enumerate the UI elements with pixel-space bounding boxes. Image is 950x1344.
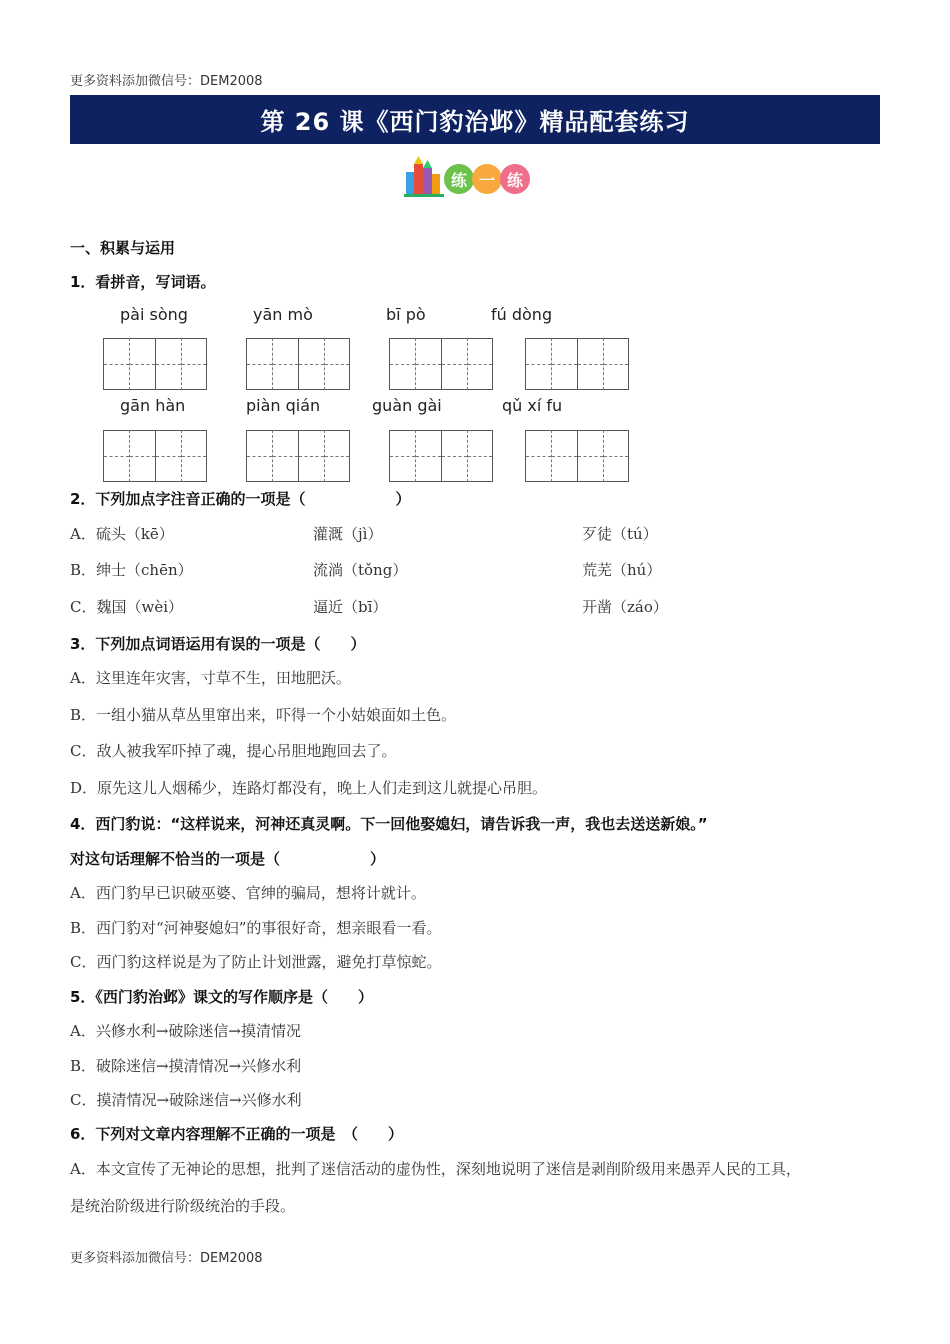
q2-option-a2: 灌溉（jì） [313,525,383,543]
q6-option-a-line1: A．本文宣传了无神论的思想，批判了迷信活动的虚伪性，深刻地说明了迷信是剥削阶级用来愚弄人民的工具， [70,1160,801,1178]
q2-option-c3: 开凿（záo） [582,598,668,616]
q6-option-a-line2: 是统治阶级进行阶级统治的手段。 [70,1197,296,1215]
q4-option-a: A．西门豹早已识破巫婆、官绅的骗局，想将计就计。 [70,884,426,902]
pinyin-1: pài sòng [120,305,188,324]
question-4: 4．西门豹说：“这样说来，河神还真灵啊。下一回他娶媳妇，请告诉我一声，我也去送送新娘。” [70,815,708,833]
writing-grid-5[interactable] [103,430,207,482]
page-title: 第 26 课《西门豹治邺》精品配套练习 [70,95,880,144]
q2-option-b1: B．绅士（chēn） [70,561,193,579]
question-3: 3．下列加点词语运用有误的一项是（ ） [70,635,366,653]
q2-option-b3: 荒芜（hú） [582,561,662,579]
question-1: 1．看拼音，写词语。 [70,273,216,291]
pinyin-3: bī pò [386,305,426,324]
badge-char-1: 练 [444,164,474,194]
q5-option-a: A．兴修水利→破除迷信→摸清情况 [70,1022,301,1040]
practice-badge [404,152,534,198]
pinyin-7: guàn gài [372,396,442,415]
writing-grid-1[interactable] [103,338,207,390]
q3-option-d: D．原先这儿人烟稀少，连路灯都没有，晚上人们走到这儿就提心吊胆。 [70,779,548,797]
pinyin-5: gān hàn [120,396,186,415]
question-4-sub: 对这句话理解不恰当的一项是（ ） [70,850,386,868]
question-6: 6．下列对文章内容理解不正确的一项是 （ ） [70,1125,403,1143]
pinyin-8: qǔ xí fu [502,396,563,415]
badge-char-2: 一 [472,164,502,194]
q5-option-b: B．破除迷信→摸清情况→兴修水利 [70,1057,302,1075]
footer-note: 更多资料添加微信号：DEM2008 [70,1251,263,1266]
writing-grid-6[interactable] [246,430,350,482]
pinyin-2: yān mò [253,305,313,324]
q2-option-b2: 流淌（tǒng） [313,561,408,579]
section-heading: 一、积累与运用 [70,239,176,257]
q4-option-b: B．西门豹对“河神娶媳妇”的事很好奇，想亲眼看一看。 [70,919,442,937]
header-note: 更多资料添加微信号：DEM2008 [70,74,263,89]
writing-grid-3[interactable] [389,338,493,390]
pinyin-4: fú dòng [491,305,553,324]
pinyin-6: piàn qián [246,396,321,415]
q2-option-a3: 歹徒（tú） [582,525,658,543]
question-2: 2．下列加点字注音正确的一项是（ ） [70,490,411,508]
q3-option-c: C．敌人被我军吓掉了魂，提心吊胆地跑回去了。 [70,742,397,760]
q2-option-c2: 逼近（bī） [313,598,388,616]
writing-grid-8[interactable] [525,430,629,482]
q2-option-a1: A．硫头（kē） [70,525,174,543]
writing-grid-4[interactable] [525,338,629,390]
badge-char-3: 练 [500,164,530,194]
q3-option-b: B．一组小猫从草丛里窜出来，吓得一个小姑娘面如土色。 [70,706,457,724]
q4-option-c: C．西门豹这样说是为了防止计划泄露，避免打草惊蛇。 [70,953,442,971]
question-5: 5．《西门豹治邺》课文的写作顺序是（ ） [70,988,373,1006]
writing-grid-7[interactable] [389,430,493,482]
q5-option-c: C．摸清情况→破除迷信→兴修水利 [70,1091,302,1109]
q2-option-c1: C．魏国（wèi） [70,598,183,616]
colorful-buildings-icon [404,154,448,198]
writing-grid-2[interactable] [246,338,350,390]
q3-option-a: A．这里连年灾害，寸草不生，田地肥沃。 [70,669,351,687]
